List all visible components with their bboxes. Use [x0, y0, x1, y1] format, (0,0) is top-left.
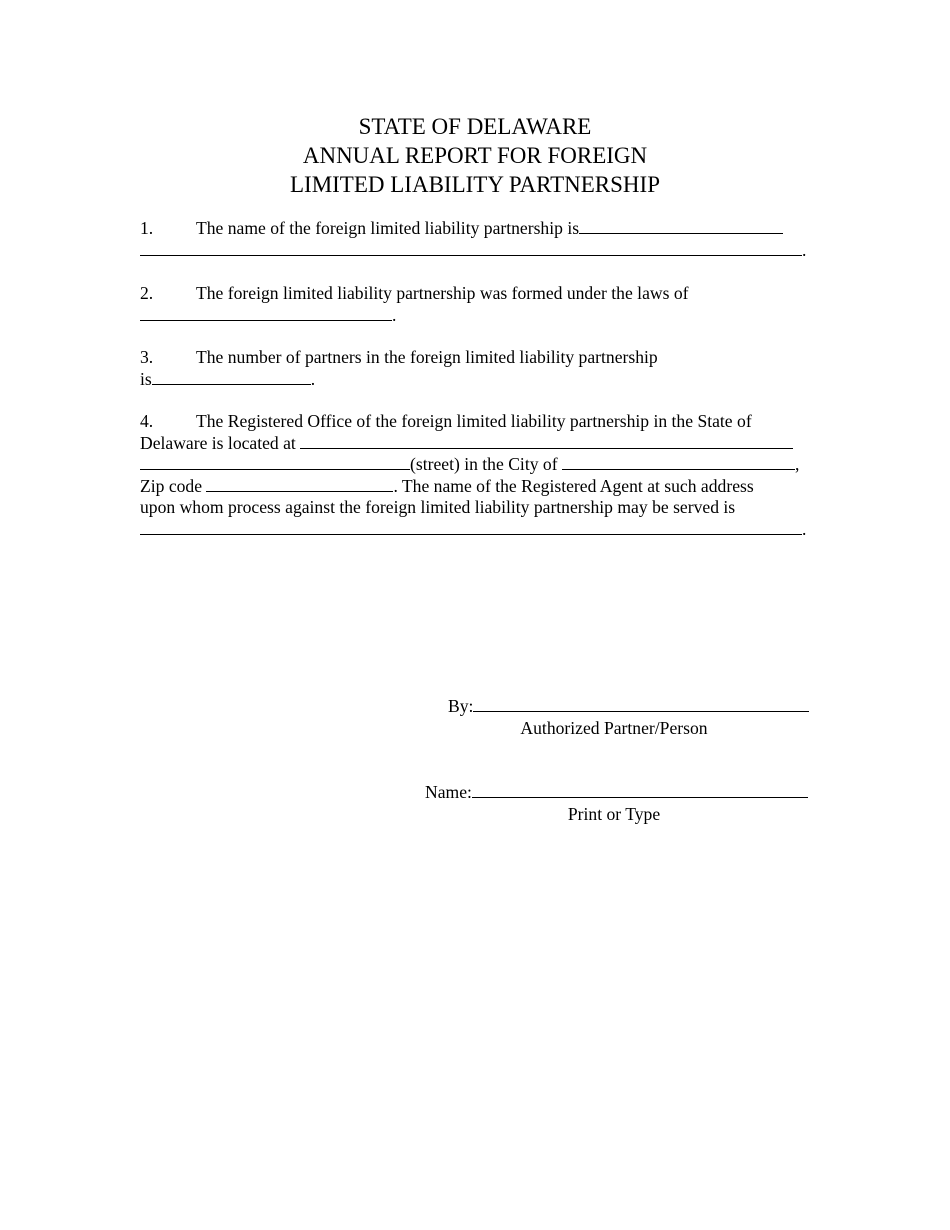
document-title	[0, 112, 950, 199]
authorized-partner-caption: Authorized Partner/Person	[520, 718, 708, 738]
formation-laws-field[interactable]	[140, 305, 392, 321]
registered-agent-text: . The name of the Registered Agent at such address	[393, 475, 754, 496]
item-3-is: is	[140, 368, 152, 389]
registered-agent-field[interactable]	[140, 519, 802, 535]
signature-field[interactable]	[473, 696, 809, 712]
city-field[interactable]	[562, 454, 795, 470]
name-label: Name:	[425, 782, 472, 802]
item-1	[140, 218, 810, 261]
item-1-period: .	[802, 239, 807, 260]
partnership-name-field-continued[interactable]	[140, 240, 802, 256]
item-4-located-text: Delaware is located at	[140, 432, 296, 453]
item-3-number: 3.	[140, 347, 154, 367]
printed-name-field[interactable]	[472, 782, 808, 798]
title-line-2: ANNUAL REPORT FOR FOREIGN	[302, 143, 648, 168]
name-row	[425, 782, 808, 804]
item-4-text: The Registered Office of the foreign limited liability partnership in the State of	[196, 411, 752, 431]
print-or-type-caption: Print or Type	[567, 804, 661, 824]
by-signature-row	[448, 696, 809, 718]
process-text: upon whom process against the foreign limited liability partnership may be served is	[140, 497, 736, 517]
item-1-number: 1.	[140, 218, 154, 238]
registered-office-address-field[interactable]	[300, 433, 793, 449]
item-2-number: 2.	[140, 283, 154, 303]
zip-code-label: Zip code	[140, 475, 203, 496]
street-city-label: (street) in the City of	[410, 454, 558, 474]
title-line-1: STATE OF DELAWARE	[358, 114, 592, 139]
item-4-period: .	[802, 518, 807, 539]
partnership-name-field[interactable]	[579, 218, 783, 234]
city-comma: ,	[794, 454, 800, 474]
item-4-number: 4.	[140, 411, 154, 431]
item-2-period: .	[392, 304, 397, 325]
by-label: By:	[448, 696, 474, 716]
street-field[interactable]	[140, 454, 410, 470]
item-3-period: .	[310, 368, 316, 389]
title-line-3: LIMITED LIABILITY PARTNERSHIP	[289, 172, 660, 197]
item-4	[140, 411, 810, 540]
item-1-text: The name of the foreign limited liability partnership is	[196, 218, 580, 238]
item-2	[140, 283, 810, 326]
zip-code-field[interactable]	[206, 476, 393, 492]
item-2-text: The foreign limited liability partnership was formed under the laws of	[196, 283, 689, 303]
partner-count-field[interactable]	[152, 369, 311, 385]
item-3	[140, 347, 810, 390]
item-3-text: The number of partners in the foreign limited liability partnership	[196, 347, 658, 367]
